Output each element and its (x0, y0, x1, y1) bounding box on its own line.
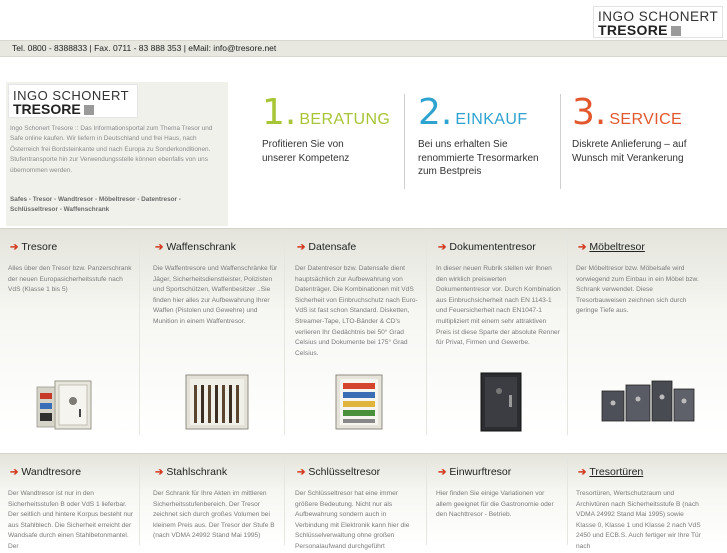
card-description: Hier finden Sie einige Variationen vor allem geeignet für die Gastronomie oder den Nachttresor - Betrieb. (436, 490, 554, 519)
arrow-right-icon: ➔ (297, 467, 306, 478)
step-text: Diskrete Anlieferung – auf Wunsch mit Verankerung (572, 139, 687, 164)
step-heading (572, 93, 722, 133)
data-safe-icon[interactable] (322, 373, 402, 431)
card-description: Der Datentresor bzw. Datensafe dient hauptsächlich zur Aufbewahrung von Datenträger. Die Kombinationen mit VdS Sicherheit von Einbruchschutz nach Euro-VdS ist fast schon Standard. Disketten, Streamer-Tape, LTO-Bänder & CD's verlieren Ihr Gedächtnis bei 50° Grad Celsius und Dokumente bei 175° Grad Celsius. (295, 265, 418, 357)
arrow-right-icon: ➔ (438, 242, 447, 253)
step-number: 1. (262, 92, 297, 133)
card-description: Alles über den Tresor bzw. Panzerschrank der neuen Europasicherheitsstufe nach VdS (Klasse 1 bis 5) (8, 265, 132, 294)
card-description: Der Möbeltresor bzw. Möbelsafe wird vorwiegend zum Einbau in ein Möbel bzw. Schrank verwendet. Diese Tresorbauweisen zeichnen sich durch geringe Tiefe aus. (576, 265, 699, 315)
contact-bar (0, 40, 727, 57)
card-title[interactable]: ➔ Tresortüren (578, 466, 644, 478)
safe-icon[interactable] (35, 373, 115, 431)
card-title[interactable]: ➔ Tresore (10, 241, 58, 253)
card-description: In dieser neuen Rubrik stellen wir Ihnen den wirklich preiswerten Dokumententresor vor. Durch Kombination aus Einbruchsicherheit nach EN 1143-1 und Feuersicherheit nach EN1047-1 multipliziert mit einem sehr attraktiven Preis ist diese Sparte der absolute Renner für Privat, Firmen und Gewerbe. (436, 265, 561, 347)
logo-square-icon (84, 105, 94, 115)
card-description: Der Wandtresor ist nur in den Sicherheitsstufen B oder VdS 1 lieferbar. Der seitlich und hintere Korpus besteht nur aus Stahlblech. Die Sicherheit erreicht der Wandsafe durch einen Stahlbetonmantel. Der (8, 490, 133, 550)
product-card-tresortueren[interactable] (568, 454, 727, 550)
step-einkauf (418, 93, 568, 179)
card-title[interactable]: ➔ Einwurftresor (438, 466, 512, 478)
card-title[interactable]: ➔ Dokumententresor (438, 241, 536, 253)
arrow-right-icon: ➔ (155, 242, 164, 253)
card-title[interactable]: ➔ Wandtresore (10, 466, 82, 478)
product-card-schluesseltresor[interactable] (287, 454, 427, 550)
arrow-right-icon: ➔ (297, 242, 306, 253)
arrow-right-icon: ➔ (578, 242, 587, 253)
step-divider (560, 94, 561, 189)
product-row-2 (0, 453, 727, 550)
step-service (572, 93, 722, 165)
card-description: Die Waffentresore und Waffenschränke für Jäger, Sicherheitsdienstleister, Polizisten und Sportschützen, Waffenbesitzer ..Sie finden hier alles zur Aufbewahrung Ihrer Waffen (Pistolen und Gewehre) und Munition in einem Waffentresor. (153, 265, 278, 325)
arrow-right-icon: ➔ (155, 467, 164, 478)
product-card-wandtresore[interactable] (0, 454, 140, 550)
step-number: 2. (418, 92, 453, 133)
intro-logo[interactable] (8, 84, 138, 118)
product-card-stahlschrank[interactable] (145, 454, 285, 545)
header-logo-line1: INGO SCHONERT (598, 9, 719, 24)
card-title[interactable]: ➔ Waffenschrank (155, 241, 236, 253)
intro-logo-line1: INGO SCHONERT (13, 88, 130, 103)
step-divider (404, 94, 405, 189)
furniture-safe-icon[interactable] (598, 373, 698, 431)
logo-square-icon (671, 26, 681, 36)
arrow-right-icon: ➔ (438, 467, 447, 478)
step-number: 3. (572, 92, 607, 133)
product-card-einwurftresor[interactable] (428, 454, 568, 545)
step-word: SERVICE (609, 111, 683, 128)
gun-safe-icon[interactable] (180, 373, 260, 431)
intro-text: Ingo Schonert Tresore :: Das Informationsportal zum Thema Tresor und Safe online kaufen. Wir liefern in Deutschland und frei Haus, nach Österreich frei Bordsteinkante und nach Europa zu Sonderkonditionen. Stufentransporte hin zur Verwendungsstelle können ebenfalls von uns übernommen werden. (10, 125, 213, 174)
product-card-datensafe[interactable] (287, 229, 427, 435)
product-card-dokumententresor[interactable] (428, 229, 568, 435)
arrow-right-icon: ➔ (10, 467, 19, 478)
product-row-1 (0, 228, 727, 435)
card-description: Der Schrank für Ihre Akten im mittleren Sicherheitsstufenbereich. Der Tresor zeichnet sich durch großes Volumen bei kleinem Preis aus. Der Tresor der Stufe B (nach VDMA 24992 Stand Mai 1995) (153, 490, 275, 540)
step-beratung (262, 93, 412, 165)
card-description: Der Schlüsseltresor hat eine immer größere Bedeutung. Nicht nur als Aufbewahrung sondern auch in Verbindung mit Elektronik kann hier die Schlüsselverwaltung ohne großen Personalaufwand durchgeführt (295, 490, 410, 550)
intro-box (6, 82, 228, 226)
arrow-right-icon: ➔ (10, 242, 19, 253)
card-title[interactable]: ➔ Schlüsseltresor (297, 466, 381, 478)
step-word: BERATUNG (299, 111, 391, 128)
step-text: Profitieren Sie von unserer Kompetenz (262, 139, 350, 164)
step-word: EINKAUF (455, 111, 528, 128)
card-description: Tresortüren, Wertschutzraum und Archivtüren nach Sicherheitsstufe B (nach VDMA 24992 Stand Mai 1995) sowie Klasse 0, Klasse 1 und Klasse 2 nach VdS 2450 und ECB.S. Auch fertiger wir Ihre Tür nach (576, 490, 701, 550)
header-logo-line2: TRESORE (598, 22, 681, 38)
card-title[interactable]: ➔ Datensafe (297, 241, 357, 253)
header-logo[interactable] (593, 6, 723, 38)
step-heading (418, 93, 568, 133)
step-heading (262, 93, 412, 133)
card-title[interactable]: ➔ Möbeltresor (578, 241, 645, 253)
intro-links[interactable]: Safes - Tresor - Wandtresor - Möbeltresor - Datentresor - Schlüsseltresor - Waffenschrank (10, 196, 181, 214)
intro-logo-line2: TRESORE (13, 101, 94, 117)
product-card-moebeltresor[interactable] (568, 229, 727, 435)
product-card-tresore[interactable] (0, 229, 140, 435)
step-text: Bei uns erhalten Sie renommierte Tresormarken zum Bestpreis (418, 139, 539, 177)
arrow-right-icon: ➔ (578, 467, 587, 478)
contact-info: Tel. 0800 - 8388833 | Fax. 0711 - 83 888 353 | eMail: info@tresore.net (12, 43, 277, 53)
card-title[interactable]: ➔ Stahlschrank (155, 466, 228, 478)
document-safe-icon[interactable] (463, 373, 543, 431)
product-card-waffenschrank[interactable] (145, 229, 285, 435)
